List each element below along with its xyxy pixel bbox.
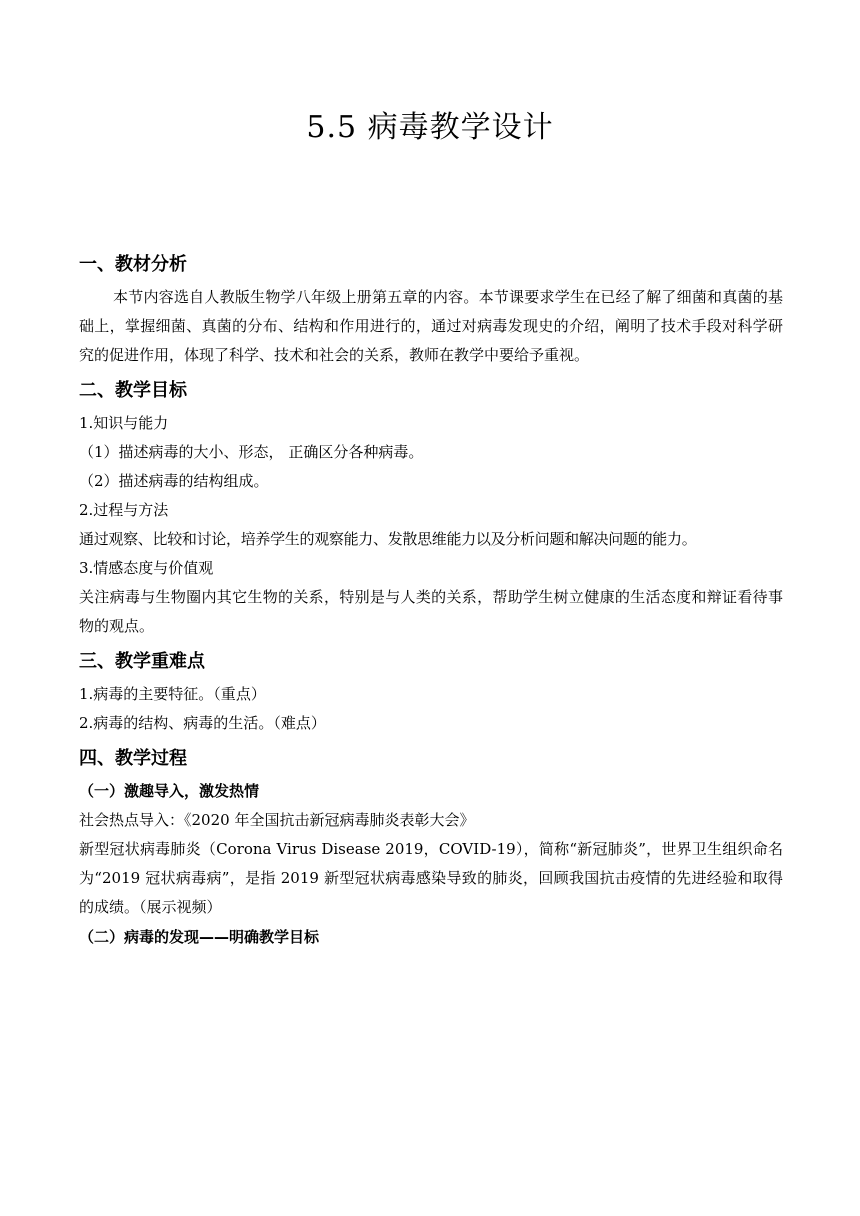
objective-line: 通过观察、比较和讨论，培养学生的观察能力、发散思维能力以及分析问题和解决问题的能力。	[79, 530, 697, 548]
section-heading: 三、教学重难点	[79, 651, 205, 672]
objective-line: 3.情感态度与价值观	[79, 559, 214, 577]
objective-line: （1）描述病毒的大小、形态， 正确区分各种病毒。	[79, 443, 424, 461]
section-paragraph: 本节内容选自人教版生物学八年级上册第五章的内容。本节课要求学生在已经了解了细菌和真菌的基础上，掌握细菌、真菌的分布、结构和作用进行的，通过对病毒发现史的介绍，阐明了技术手段对科学研究的促进作用，体现了科学、技术和社会的关系，教师在教学中要给予重视。	[79, 288, 783, 364]
process-paragraph: 新型冠状病毒肺炎（Corona Virus Disease 2019，COVID-19），简称“新冠肺炎”，世界卫生组织命名为“2019 冠状病毒病”，是指 2019 新型冠状病毒感染导致的肺炎，回顾我国抗击疫情的先进经验和取得的成绩。（展示视频）	[79, 840, 783, 916]
objective-line: 1.知识与能力	[79, 414, 169, 432]
document-title: 5.5 病毒教学设计	[306, 110, 554, 145]
section-teaching-process	[79, 738, 783, 952]
process-line: 社会热点导入：《2020 年全国抗击新冠病毒肺炎表彰大会》	[79, 811, 475, 829]
section-key-difficult-points	[79, 641, 783, 738]
objective-line: （2）描述病毒的结构组成。	[79, 472, 269, 490]
section-textbook-analysis	[79, 248, 783, 370]
objective-line: 关注病毒与生物圈内其它生物的关系，特别是与人类的关系，帮助学生树立健康的生活态度和辩证看待事物的观点。	[79, 588, 783, 635]
section-heading: 二、教学目标	[79, 380, 187, 401]
subsection-heading: （二）病毒的发现——明确教学目标	[79, 928, 320, 946]
key-point-line: 2.病毒的结构、病毒的生活。（难点）	[79, 714, 326, 732]
section-teaching-objectives	[79, 370, 783, 641]
section-heading: 四、教学过程	[79, 748, 187, 769]
subsection-heading: （一）激趣导入，激发热情	[79, 782, 260, 800]
section-heading: 一、教材分析	[79, 254, 187, 275]
document-body	[79, 248, 783, 952]
objective-line: 2.过程与方法	[79, 501, 169, 519]
key-point-line: 1.病毒的主要特征。（重点）	[79, 685, 266, 703]
